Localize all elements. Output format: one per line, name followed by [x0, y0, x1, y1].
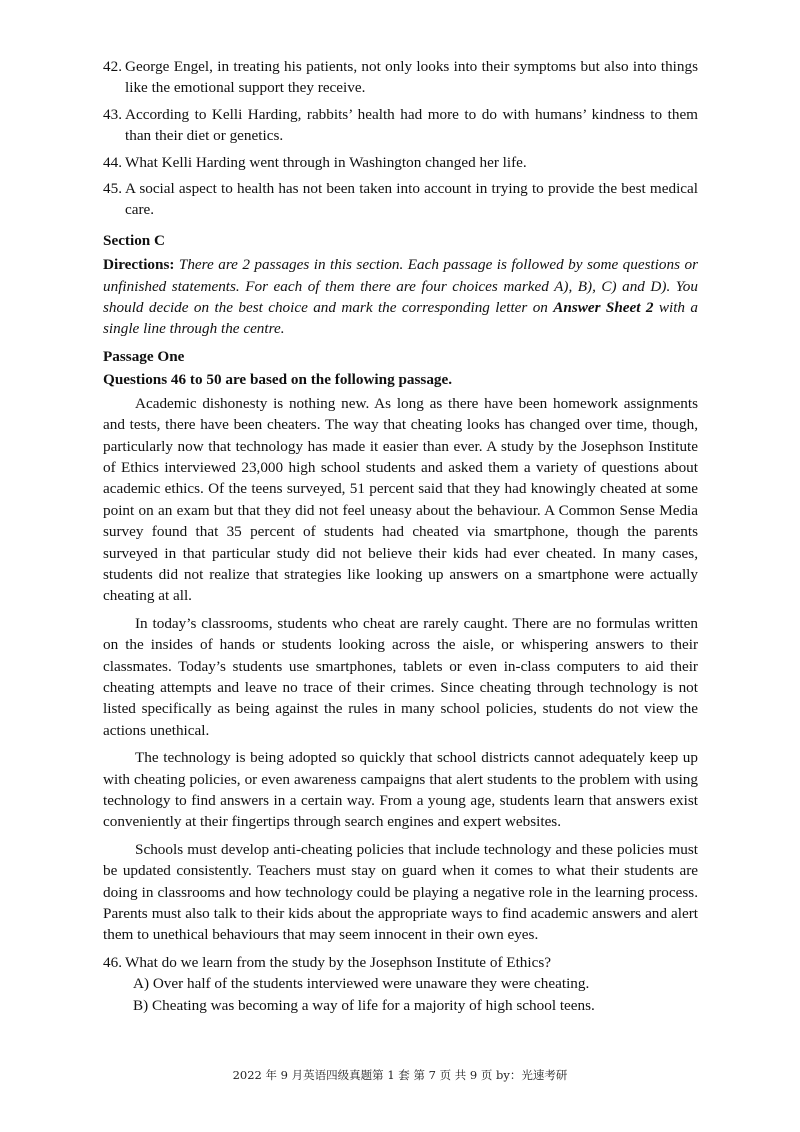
option-a: A) Over half of the students interviewed were unaware they were cheating.	[133, 975, 590, 993]
question-text: According to Kelli Harding, rabbits’ health had more to do with humans’ kindness to them than their diet or genetics.	[125, 105, 698, 145]
directions-text: There are 2 passages in this section. Each passage is followed by some questions or unfinished statements. For each of them there are four choices marked A), B), C) and D). You should decide on the best choice and mark the corresponding letter on	[103, 256, 698, 317]
page-footer: 2022 年 9 月英语四级真题第 1 套 第 7 页 共 9 页 by：光速考研	[232, 1068, 568, 1082]
question-text: What Kelli Harding went through in Washington changed her life.	[125, 153, 527, 171]
question-number: 46.	[103, 953, 122, 971]
directions-end: with a single line through the centre.	[103, 299, 698, 338]
question-44	[103, 152, 698, 173]
directions-answer-sheet: Answer Sheet 2	[553, 299, 654, 317]
section-title: Section C	[103, 231, 166, 249]
passage-title: Passage One	[103, 347, 185, 365]
section-directions	[103, 254, 698, 340]
question-text: George Engel, in treating his patients, not only looks into their symptoms but also into things like the emotional support they receive.	[125, 58, 698, 97]
question-45	[103, 178, 698, 221]
question-text: A social aspect to health has not been taken into account in trying to provide the best medical care.	[125, 180, 698, 219]
question-42	[103, 56, 698, 99]
document-page	[103, 56, 698, 1016]
passage-paragraph: The technology is being adopted so quickly that school districts cannot adequately keep up with cheating policies, or even awareness campaigns that alert students to the problem with using technology to find answers in a certain way. From a young age, students learn that answers exist conveniently at their fingertips through search engines and expert websites.	[103, 749, 698, 831]
passage-subtitle: Questions 46 to 50 are based on the following passage.	[103, 371, 453, 389]
question-number: 43.	[103, 105, 122, 123]
question-43	[103, 104, 698, 147]
passage-paragraph: Schools must develop anti-cheating policies that include technology and these policies must be updated consistently. Teachers must stay on guard when it comes to what their students are doing in classrooms and how technology could be playing a negative role in the learning process. Parents must also talk to their kids about the appropriate ways to find academic answers and alert them to unethical behaviours that may seem innocent in their own eyes.	[103, 840, 698, 944]
passage-paragraph: In today’s classrooms, students who cheat are rarely caught. There are no formulas written on the insides of hands or students looking across the aisle, or whispering answers to their classmates. Today’s students use smartphones, tablets or even in-class computers to aid their cheating attempts and leave no trace of their crimes. Since cheating through technology is not listed specifically as being against the rules in many school policies, students do not view the actions unethical.	[103, 614, 698, 739]
question-number: 44.	[103, 153, 122, 171]
question-46	[103, 952, 698, 1016]
question-number: 45.	[103, 180, 122, 198]
question-text: What do we learn from the study by the Josephson Institute of Ethics?	[125, 953, 551, 971]
question-number: 42.	[103, 58, 122, 75]
option-b: B) Cheating was becoming a way of life for a majority of high school teens.	[133, 996, 595, 1014]
directions-label: Directions:	[103, 256, 175, 274]
passage-paragraph: Academic dishonesty is nothing new. As long as there have been homework assignments and tests, there have been cheaters. The way that cheating looks has changed over time, though, particularly now that technology has made it easier than ever. A study by the Josephson Institute of Ethics interviewed 23,000 high school students and asked them a variety of questions about academic ethics. Of the teens surveyed, 51 percent said that they had knowingly cheated at some point on an exam but that they did not feel uneasy about the behaviour. A Common Sense Media survey found that 35 percent of students had cheated via smartphone, though the parents surveyed in that particular study did not believe their kids had ever cheated. In many cases, students did not realize that strategies like looking up answers on a smartphone were actually cheating at all.	[103, 394, 698, 605]
